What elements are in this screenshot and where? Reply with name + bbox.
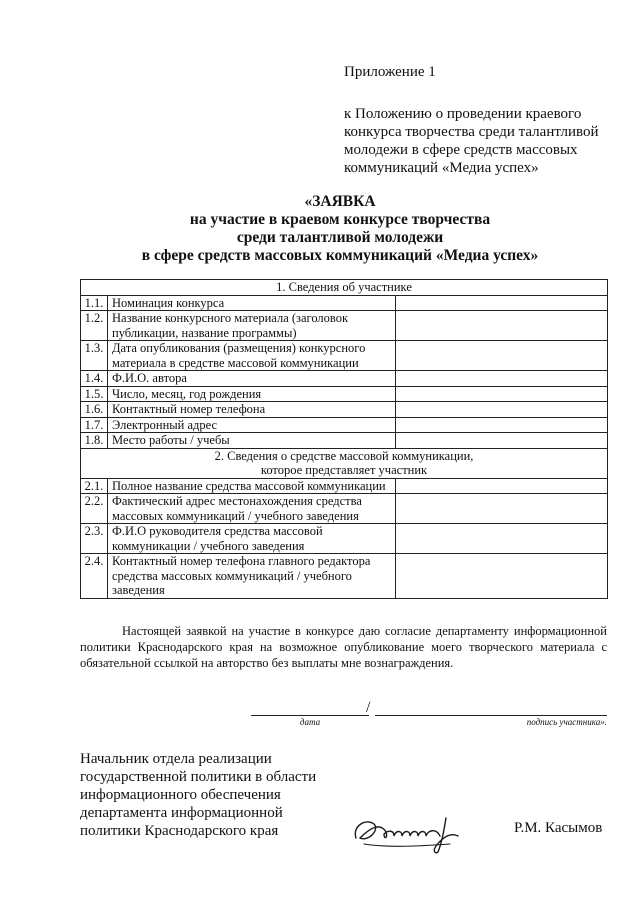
signature-line[interactable] bbox=[375, 715, 607, 716]
application-title bbox=[60, 193, 620, 265]
row-number: 2.3. bbox=[81, 524, 108, 554]
row-number: 2.4. bbox=[81, 554, 108, 599]
row-label: Контактный номер телефона главного редактора средства массовых коммуникаций / учебного заведения bbox=[108, 554, 396, 599]
date-caption: дата bbox=[299, 717, 321, 727]
row-number: 1.5. bbox=[81, 386, 108, 402]
signature-caption: подпись участника». bbox=[526, 717, 607, 727]
table-row bbox=[81, 417, 608, 433]
official-position-line: информационного обеспечения bbox=[80, 787, 281, 803]
section-header bbox=[81, 280, 608, 296]
table-row bbox=[81, 402, 608, 418]
application-title-line: в сфере средств массовых коммуникаций «Медиа успех» bbox=[141, 247, 539, 264]
table-row bbox=[81, 371, 608, 387]
section-title bbox=[81, 448, 608, 478]
row-label: Контактный номер телефона bbox=[108, 402, 396, 418]
separator-slash: / bbox=[366, 699, 371, 716]
official-position-line: политики Краснодарского края bbox=[80, 823, 279, 839]
row-value-field[interactable] bbox=[396, 311, 608, 341]
consent-paragraph: Настоящей заявкой на участие в конкурсе даю согласие департаменту информационной политики Краснодарского края на возможное опубликование моего творческого материала с обязательной ссылкой на авторство без выплаты мне вознаграждения. bbox=[80, 624, 607, 670]
application-title-line: «ЗАЯВКА bbox=[304, 193, 376, 210]
official-name: Р.М. Касымов bbox=[514, 820, 603, 836]
official-position-line: Начальник отдела реализации bbox=[80, 751, 272, 767]
row-label: Число, месяц, год рождения bbox=[108, 386, 396, 402]
official-position bbox=[80, 750, 316, 840]
row-number: 1.3. bbox=[81, 341, 108, 371]
appendix-line: коммуникаций «Медиа успех» bbox=[344, 160, 539, 176]
official-position-line: департамента информационной bbox=[80, 805, 283, 821]
appendix-title: Приложение 1 bbox=[344, 64, 436, 80]
row-label: Ф.И.О руководителя средства массовой коммуникации / учебного заведения bbox=[108, 524, 396, 554]
date-line[interactable] bbox=[251, 715, 369, 716]
row-value-field[interactable] bbox=[396, 295, 608, 311]
section-header bbox=[81, 448, 608, 478]
row-label: Дата опубликования (размещения) конкурсного материала в средстве массовой коммуникации bbox=[108, 341, 396, 371]
row-number: 1.4. bbox=[81, 371, 108, 387]
row-number: 2.1. bbox=[81, 478, 108, 494]
appendix-line: молодежи в сфере средств массовых bbox=[344, 142, 578, 158]
row-label: Фактический адрес местонахождения средства массовых коммуникаций / учебного заведения bbox=[108, 494, 396, 524]
row-value-field[interactable] bbox=[396, 478, 608, 494]
row-label: Место работы / учебы bbox=[108, 433, 396, 449]
row-value-field[interactable] bbox=[396, 417, 608, 433]
row-number: 2.2. bbox=[81, 494, 108, 524]
handwritten-signature bbox=[350, 808, 480, 856]
table-row bbox=[81, 386, 608, 402]
row-value-field[interactable] bbox=[396, 386, 608, 402]
row-value-field[interactable] bbox=[396, 494, 608, 524]
row-label: Название конкурсного материала (заголовок публикации, название программы) bbox=[108, 311, 396, 341]
row-label: Ф.И.О. автора bbox=[108, 371, 396, 387]
row-label: Электронный адрес bbox=[108, 417, 396, 433]
application-title-line: среди талантливой молодежи bbox=[236, 229, 444, 246]
appendix-line: конкурса творчества среди талантливой bbox=[344, 124, 599, 140]
section-title-line: 2. Сведения о средстве массовой коммуникации, bbox=[214, 448, 474, 463]
row-value-field[interactable] bbox=[396, 341, 608, 371]
row-label: Полное название средства массовой коммуникации bbox=[108, 478, 396, 494]
official-position-line: государственной политики в области bbox=[80, 769, 317, 785]
application-form-table bbox=[80, 279, 608, 599]
row-number: 1.8. bbox=[81, 433, 108, 449]
application-title-line: на участие в краевом конкурсе творчества bbox=[189, 211, 491, 228]
row-value-field[interactable] bbox=[396, 371, 608, 387]
appendix-reference bbox=[344, 105, 624, 177]
appendix-line: к Положению о проведении краевого bbox=[344, 106, 582, 122]
row-value-field[interactable] bbox=[396, 433, 608, 449]
row-label: Номинация конкурса bbox=[108, 295, 396, 311]
row-value-field[interactable] bbox=[396, 402, 608, 418]
section-title-line: которое представляет участник bbox=[260, 463, 428, 477]
table-row bbox=[81, 494, 608, 524]
table-row bbox=[81, 478, 608, 494]
row-number: 1.7. bbox=[81, 417, 108, 433]
table-row bbox=[81, 311, 608, 341]
row-value-field[interactable] bbox=[396, 554, 608, 599]
table-row bbox=[81, 295, 608, 311]
table-row bbox=[81, 524, 608, 554]
table-row bbox=[81, 554, 608, 599]
row-number: 1.2. bbox=[81, 311, 108, 341]
table-row bbox=[81, 433, 608, 449]
row-number: 1.6. bbox=[81, 402, 108, 418]
table-row bbox=[81, 341, 608, 371]
section-title: 1. Сведения об участнике bbox=[81, 280, 608, 296]
row-number: 1.1. bbox=[81, 295, 108, 311]
row-value-field[interactable] bbox=[396, 524, 608, 554]
